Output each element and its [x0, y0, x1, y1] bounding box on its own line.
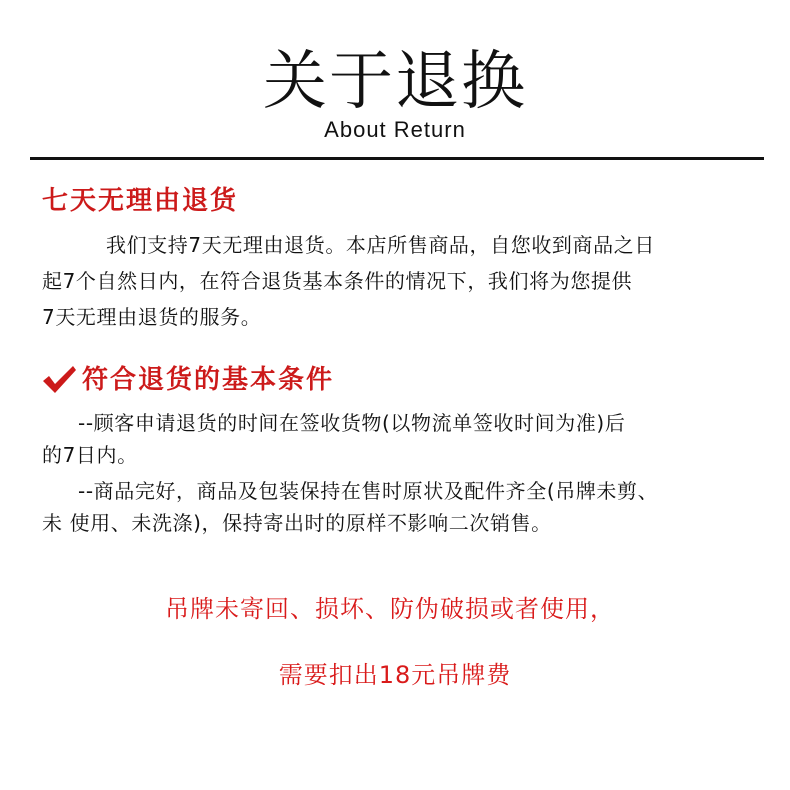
paragraph-line: 7天无理由退货的服务。	[42, 305, 262, 329]
condition-line: 未 使用、未洗涤)，保持寄出时的原样不影响二次销售。	[42, 511, 552, 535]
condition-line: --商品完好，商品及包装保持在售时原状及配件齐全(吊牌未剪、	[78, 479, 659, 503]
section-heading-seven-day-return: 七天无理由退货	[42, 186, 239, 216]
page-subtitle: About Return	[324, 117, 466, 142]
checkmark-icon	[40, 364, 78, 396]
condition-line: --顾客申请退货的时间在签收货物(以物流单签收时间为准)后	[78, 411, 626, 435]
divider	[30, 157, 764, 160]
notice-line: 吊牌未寄回、损坏、防伪破损或者使用，	[165, 595, 615, 623]
page-title: 关于退换	[263, 45, 527, 119]
notice-line: 需要扣出18元吊牌费	[278, 661, 512, 689]
paragraph-line: 我们支持7天无理由退货。本店所售商品，自您收到商品之日	[106, 233, 655, 257]
section-heading-return-conditions: 符合退货的基本条件	[82, 365, 335, 395]
paragraph-line: 起7个自然日内，在符合退货基本条件的情况下，我们将为您提供	[42, 269, 633, 293]
condition-line: 的7日内。	[42, 443, 138, 467]
